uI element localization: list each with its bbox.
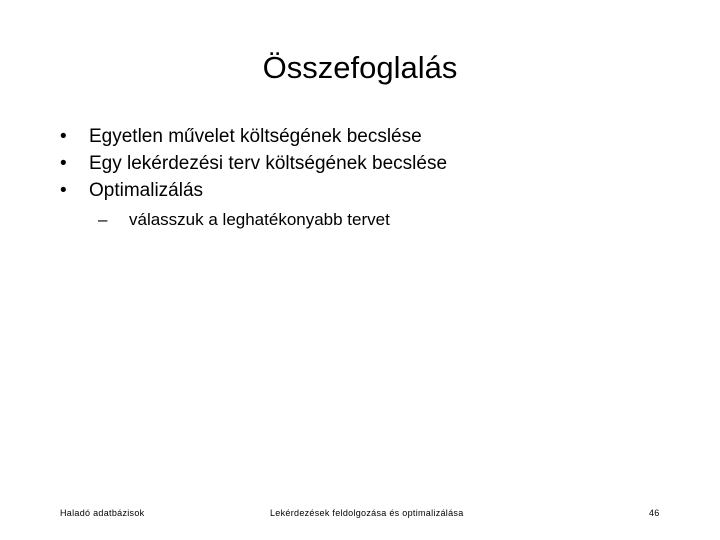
dash-icon: – [98,210,108,229]
sub-bullet-list [89,208,447,232]
bullet-item [58,150,447,177]
bullet-item [58,177,447,232]
bullet-item [58,123,447,150]
bullet-icon: • [60,126,67,147]
bullet-icon: • [60,180,67,201]
slide-title: Összefoglalás [262,50,458,85]
bullet-text: Optimalizálás [89,180,204,201]
bullet-text: Egyetlen művelet költségének becslése [89,126,422,147]
bullet-icon: • [60,153,67,174]
footer-lecture-title: Lekérdezések feldolgozása és optimalizálása [270,508,464,518]
sub-bullet-item [98,208,447,232]
sub-bullet-text: válasszuk a leghatékonyabb tervet [129,210,390,229]
bullet-list [58,123,447,232]
footer-course-title: Haladó adatbázisok [60,508,145,518]
bullet-text: Egy lekérdezési terv költségének becslése [89,153,448,174]
footer-page-number: 46 [649,508,660,518]
